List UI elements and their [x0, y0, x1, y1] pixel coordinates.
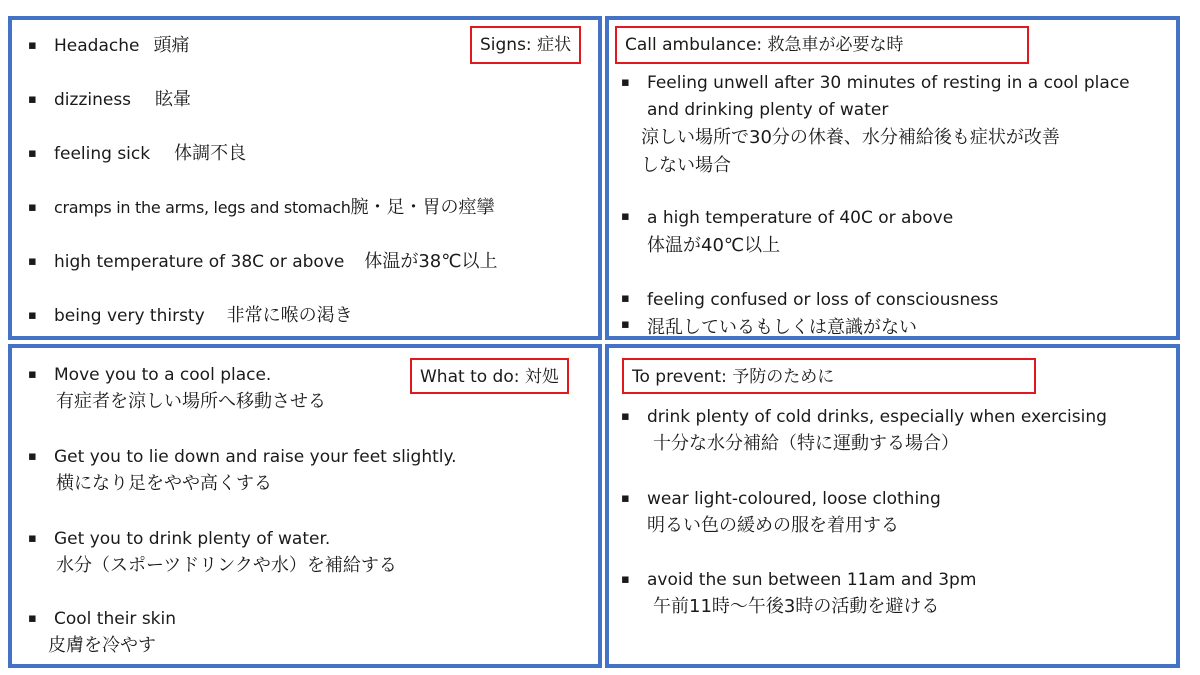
list-item: [621, 70, 1130, 180]
list-item: [28, 87, 192, 113]
list-item: [28, 526, 397, 580]
signs-panel: [8, 16, 602, 340]
item-en: cramps in the arms, legs and stomach: [54, 198, 351, 217]
what-to-do-tag: What to do: 対処: [410, 358, 569, 394]
item-jp: 水分（スポーツドリンクや水）を補給する: [56, 555, 397, 576]
item-en: a high temperature of 40C or above: [647, 208, 954, 228]
bullet-icon: ▪: [28, 200, 37, 215]
call-ambulance-tag: Call ambulance: 救急車が必要な時: [615, 26, 1029, 64]
item-en: drink plenty of cold drinks, especially when exercising: [647, 407, 1107, 427]
list-item: [28, 33, 190, 59]
signs-tag: Signs: 症状: [470, 26, 581, 64]
item-jp: 混乱しているもしくは意識がない: [647, 317, 917, 338]
item-en: high temperature of 38C or above: [54, 252, 345, 272]
bullet-icon: ▪: [28, 146, 37, 161]
list-item: [28, 249, 498, 275]
item-jp: 腕・足・胃の痙攣: [350, 197, 495, 218]
bullet-icon: ▪: [621, 291, 630, 306]
item-jp: 横になり足をやや高くする: [56, 473, 272, 494]
item-en: Get you to lie down and raise your feet slightly.: [54, 447, 457, 467]
item-jp: 有症者を涼しい場所へ移動させる: [56, 391, 326, 412]
item-en: Move you to a cool place.: [54, 365, 272, 385]
item-jp: 非常に喉の渇き: [226, 305, 353, 326]
item-en: Get you to drink plenty of water.: [54, 529, 331, 549]
what-to-do-panel: [8, 344, 602, 668]
call-ambulance-panel: [605, 16, 1180, 340]
item-jp: 眩暈: [155, 89, 192, 110]
item-en: feeling confused or loss of consciousness: [647, 290, 999, 310]
item-jp: 明るい色の緩めの服を着用する: [647, 515, 899, 536]
list-item: [28, 195, 495, 221]
bullet-icon: ▪: [28, 254, 37, 269]
item-en: avoid the sun between 11am and 3pm: [647, 570, 977, 590]
bullet-icon: ▪: [28, 611, 37, 626]
item-en: being very thirsty: [54, 306, 205, 326]
list-item: [28, 141, 247, 167]
item-jp: 体温が40℃以上: [647, 235, 781, 256]
item-jp: 十分な水分補給（特に運動する場合）: [653, 433, 959, 454]
bullet-icon: ▪: [621, 75, 630, 90]
bullet-icon: ▪: [28, 38, 37, 53]
bullet-icon: ▪: [28, 308, 37, 323]
prevent-tag: To prevent: 予防のために: [622, 358, 1036, 394]
item-en: feeling sick: [54, 144, 151, 164]
item-en: dizziness: [54, 90, 132, 110]
item-en: Headache: [54, 36, 140, 56]
item-en: Cool their skin: [54, 609, 177, 629]
item-jp: 頭痛: [153, 35, 190, 56]
bullet-icon: ▪: [28, 92, 37, 107]
item-en-line1: Feeling unwell after 30 minutes of resting in a cool place: [647, 73, 1130, 93]
list-item: [621, 567, 977, 621]
bullet-icon: ▪: [621, 572, 630, 587]
bullet-icon: ▪: [621, 317, 630, 332]
bullet-icon: ▪: [621, 209, 630, 224]
bullet-icon: ▪: [28, 367, 37, 382]
list-item: [621, 286, 999, 342]
list-item: [28, 606, 177, 660]
bullet-icon: ▪: [28, 531, 37, 546]
list-item: [28, 444, 457, 498]
item-jp: 午前11時～午後3時の活動を避ける: [653, 596, 940, 617]
item-jp: 体調不良: [174, 143, 247, 164]
list-item: [28, 362, 326, 416]
list-item: [621, 204, 954, 260]
prevent-panel: [605, 344, 1180, 668]
bullet-icon: ▪: [621, 409, 630, 424]
list-item: [621, 404, 1107, 458]
item-en: wear light-coloured, loose clothing: [647, 489, 941, 509]
item-jp-line1: 涼しい場所で30分の休養、水分補給後も症状が改善: [641, 127, 1060, 148]
item-en-line2: and drinking plenty of water: [647, 100, 889, 120]
item-jp-line2: しない場合: [641, 155, 731, 176]
item-jp: 皮膚を冷やす: [48, 635, 156, 656]
list-item: [621, 486, 941, 540]
list-item: [28, 303, 353, 329]
item-jp: 体温が38℃以上: [364, 251, 498, 272]
bullet-icon: ▪: [28, 449, 37, 464]
bullet-icon: ▪: [621, 491, 630, 506]
